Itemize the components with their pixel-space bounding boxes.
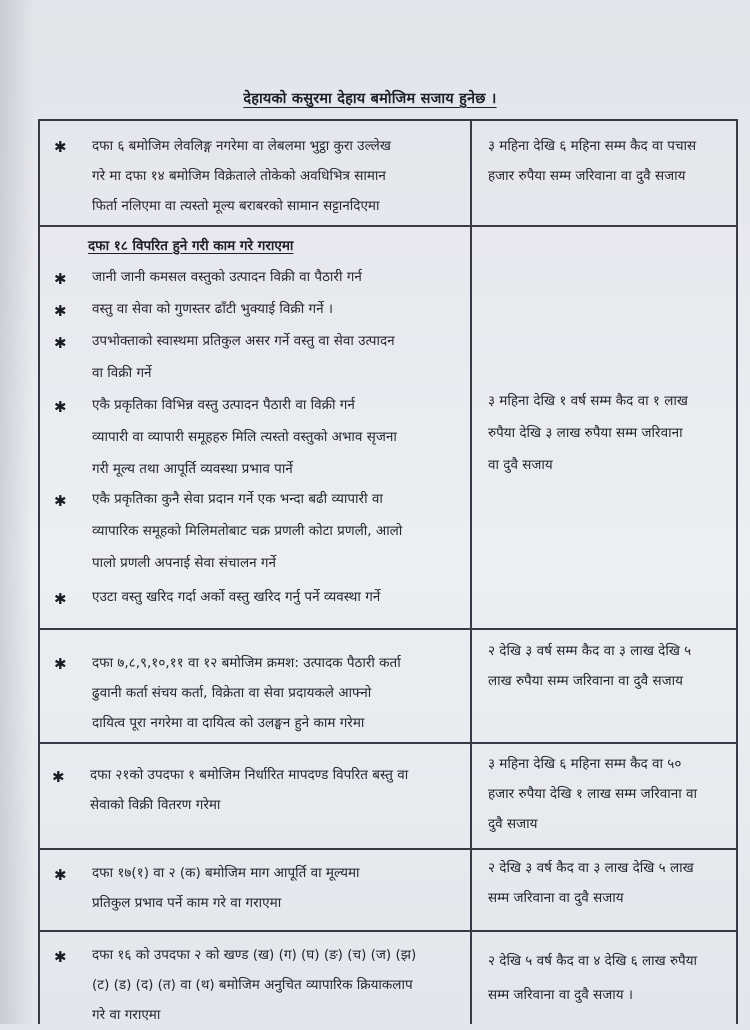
row1-line-1: दफा ६ बमोजिम लेवलिङ्ग नगरेमा वा लेबलमा भुट्ठा कुरा उल्लेख (92, 138, 391, 154)
bullet-star-icon: ✱ (54, 948, 67, 966)
row2-item-6: एउटा वस्तु खरिद गर्दा अर्को वस्तु खरिद गर्नु पर्ने व्यवस्था गर्ने (92, 589, 381, 605)
row2-item-5-line-3: पालो प्रणली अपनाई सेवा संचालन गर्ने (92, 555, 277, 571)
row6-line-2: (ट) (ड) (द) (त) वा (थ) बमोजिम अनुचित व्यापारिक क्रियाकलाप (92, 977, 413, 993)
page-edge-shadow (0, 0, 34, 1024)
row2-item-1: जानी जानी कमसल वस्तुको उत्पादन विक्री वा पैठारी गर्न (92, 269, 362, 285)
row3-line-2: ढुवानी कर्ता संचय कर्ता, विक्रेता वा सेवा प्रदायकले आफ्नो (92, 685, 372, 701)
row3-line-1: दफा ७,८,९,१०,११ वा १२ बमोजिम क्रमश: उत्पादक पैठारी कर्ता (92, 655, 401, 671)
bullet-star-icon: ✱ (54, 398, 67, 416)
column-divider (470, 119, 472, 1024)
document-heading: देहायको कसुरमा देहाय बमोजिम सजाय हुनेछ । (243, 91, 497, 107)
row1-penalty-line-1: ३ महिना देखि ६ महिना सम्म कैद वा पचास (488, 138, 697, 154)
row3-penalty-line-2: लाख रुपैया सम्म जरिवाना वा दुवै सजाय (488, 673, 683, 689)
bullet-star-icon: ✱ (54, 866, 67, 884)
row2-penalty-line-3: वा दुवै सजाय (488, 457, 553, 473)
table-border-left (38, 119, 40, 1024)
row1-line-2: गरे मा दफा १४ बमोजिम विक्रेताले तोकेको अवधिभित्र सामान (92, 168, 386, 184)
row2-item-3-line-1: उपभोक्ताको स्वास्थमा प्रतिकुल असर गर्ने वस्तु वा सेवा उत्पादन (92, 333, 395, 349)
row6-penalty-line-2: सम्म जरिवाना वा दुवै सजाय । (488, 987, 633, 1003)
row5-penalty-line-1: २ देखि ३ वर्ष कैद वा ३ लाख देखि ५ लाख (488, 860, 694, 876)
row5-line-1: दफा १७(१) वा २ (क) बमोजिम माग आपूर्ति वा मूल्यमा (92, 865, 360, 881)
row-divider-3 (38, 742, 738, 744)
table-border-top (38, 119, 738, 121)
row2-item-4-line-2: व्यापारी वा व्यापारी समूहहरु मिलि त्यस्तो वस्तुको अभाव सृजना (92, 429, 397, 445)
row1-penalty-line-2: हजार रुपैया सम्म जरिवाना वा दुवै सजाय (488, 168, 686, 184)
row4-line-1: दफा २१को उपदफा १ बमोजिम निर्धारित मापदण्ड विपरित बस्तु वा (90, 767, 409, 783)
row2-item-3-line-2: वा विक्री गर्ने (92, 365, 152, 381)
row4-penalty-line-2: हजार रुपैया देखि १ लाख सम्म जरिवाना वा (488, 786, 697, 802)
row6-penalty-line-1: २ देखि ५ वर्ष कैद वा ४ देखि ६ लाख रुपैया (488, 953, 698, 969)
bullet-star-icon: ✱ (52, 768, 65, 786)
row-divider-4 (38, 848, 738, 850)
row2-subheading: दफा १८ विपरित हुने गरी काम गरे गराएमा (88, 238, 294, 254)
row2-penalty-line-1: ३ महिना देखि १ वर्ष सम्म कैद वा १ लाख (488, 393, 688, 409)
row4-penalty-line-3: दुवै सजाय (488, 816, 538, 832)
row6-line-3: गरे वा गराएमा (92, 1007, 161, 1023)
row5-line-2: प्रतिकुल प्रभाव पर्ने काम गरे वा गराएमा (92, 895, 282, 911)
row2-item-2: वस्तु वा सेवा को गुणस्तर ढाँटी भुक्याई विक्री गर्ने । (92, 301, 334, 317)
row6-line-1: दफा १६ को उपदफा २ को खण्ड (ख) (ग) (घ) (ङ) (च) (ज) (झ) (92, 947, 417, 963)
row5-penalty-line-2: सम्म जरिवाना वा दुवै सजाय (488, 890, 624, 906)
row-divider-1 (38, 225, 738, 227)
row2-penalty-line-2: रुपैया देखि ३ लाख रुपैया सम्म जरिवाना (488, 425, 683, 441)
bullet-star-icon: ✱ (54, 590, 67, 608)
bullet-star-icon: ✱ (54, 492, 67, 510)
bullet-star-icon: ✱ (54, 334, 67, 352)
table-border-right (736, 119, 738, 1024)
row1-line-3: फिर्ता नलिएमा वा त्यस्तो मूल्य बराबरको सामान सट्टानदिएमा (92, 198, 380, 214)
bullet-star-icon: ✱ (54, 138, 67, 156)
row2-item-5-line-2: व्यापारिक समूहको मिलिमतोबाट चक्र प्रणली कोटा प्रणली, आलो (92, 523, 403, 539)
row-divider-2 (38, 628, 738, 630)
row-divider-5 (38, 930, 738, 932)
bullet-star-icon: ✱ (54, 270, 67, 288)
bullet-star-icon: ✱ (54, 655, 67, 673)
row4-penalty-line-1: ३ महिना देखि ६ महिना सम्म कैद वा ५० (488, 756, 682, 772)
row3-line-3: दायित्व पूरा नगरेमा वा दायित्व को उलङ्घन हुने काम गरेमा (92, 715, 365, 731)
row2-item-5-line-1: एकै प्रकृतिका कुनै सेवा प्रदान गर्ने एक भन्दा बढी व्यापारी वा (92, 491, 383, 507)
row3-penalty-line-1: २ देखि ३ वर्ष सम्म कैद वा ३ लाख देखि ५ (488, 643, 692, 659)
bullet-star-icon: ✱ (54, 302, 67, 320)
row4-line-2: सेवाको विक्री वितरण गरेमा (90, 797, 221, 813)
row2-item-4-line-3: गरी मूल्य तथा आपूर्ति व्यवस्था प्रभाव पार्ने (92, 461, 293, 477)
row2-item-4-line-1: एकै प्रकृतिका विभिन्न वस्तु उत्पादन पैठारी वा विक्री गर्न (92, 397, 355, 413)
